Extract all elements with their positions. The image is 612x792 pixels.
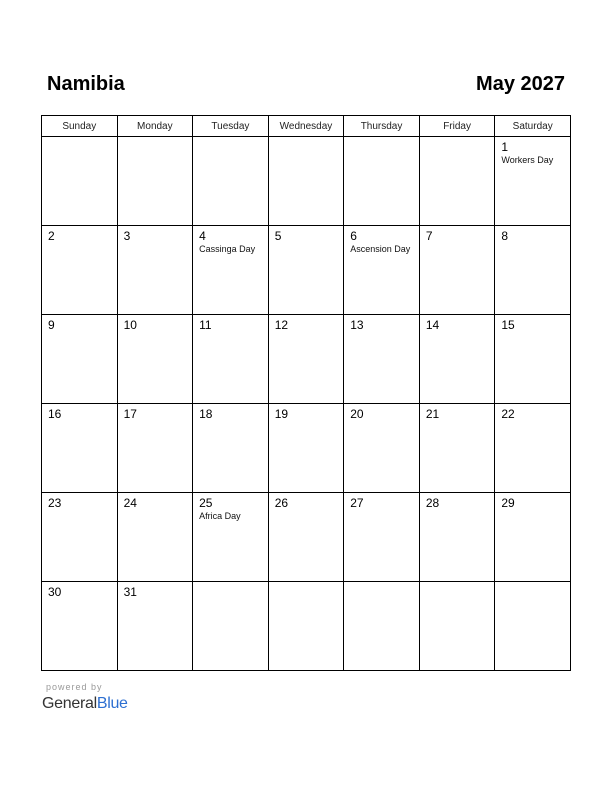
- holiday-label: Ascension Day: [350, 244, 411, 254]
- day-number: 9: [48, 318, 55, 332]
- day-number: 20: [350, 407, 364, 421]
- day-number: 28: [425, 496, 440, 510]
- day-number: 7: [425, 229, 433, 243]
- day-number: 22: [501, 407, 515, 421]
- day-number: 2: [48, 229, 55, 243]
- week-row: [42, 137, 571, 226]
- day-number: 25: [199, 496, 213, 510]
- day-cell: [419, 226, 495, 315]
- day-cell: [419, 315, 495, 404]
- day-cell: [495, 582, 571, 671]
- day-cell: [193, 404, 269, 493]
- day-number: 10: [123, 318, 137, 332]
- week-row: [42, 404, 571, 493]
- day-number: 17: [123, 407, 137, 421]
- day-cell: [419, 137, 495, 226]
- day-number: [193, 137, 268, 141]
- day-number: 19: [274, 407, 289, 421]
- day-number: 16: [48, 407, 62, 421]
- day-cell: [42, 493, 118, 582]
- weekday-header: Friday: [419, 116, 495, 137]
- day-cell: [344, 582, 420, 671]
- week-row: [42, 226, 571, 315]
- day-cell: [268, 226, 344, 315]
- day-number: 31: [123, 585, 137, 599]
- weekday-header: Wednesday: [268, 116, 344, 137]
- weekday-header: Thursday: [344, 116, 420, 137]
- day-cell: [344, 137, 420, 226]
- holiday-label: Workers Day: [501, 155, 554, 165]
- day-number: 30: [48, 585, 62, 599]
- powered-by-label: powered by: [46, 682, 103, 692]
- day-number: 21: [425, 407, 440, 421]
- day-cell: [117, 493, 193, 582]
- day-cell: [419, 493, 495, 582]
- day-cell: [495, 404, 571, 493]
- week-row: [42, 493, 571, 582]
- weekday-header: Sunday: [42, 116, 118, 137]
- day-number: [269, 582, 344, 586]
- day-cell: [117, 315, 193, 404]
- day-number: 14: [425, 318, 440, 332]
- day-number: 4: [199, 229, 206, 243]
- day-number: [193, 582, 268, 586]
- day-cell: [42, 582, 118, 671]
- day-cell: [495, 315, 571, 404]
- week-row: [42, 582, 571, 671]
- day-number: [118, 137, 193, 141]
- weekday-header-row: [42, 116, 571, 137]
- day-number: 23: [48, 496, 62, 510]
- day-number: 26: [274, 496, 289, 510]
- day-cell: [344, 226, 420, 315]
- day-cell: [193, 315, 269, 404]
- logo-text-general: General: [42, 695, 97, 712]
- day-cell: [419, 404, 495, 493]
- day-cell: [268, 137, 344, 226]
- day-cell: [42, 226, 118, 315]
- holiday-label: Africa Day: [199, 511, 241, 521]
- day-number: 27: [350, 496, 364, 510]
- day-number: 18: [199, 407, 213, 421]
- day-cell: [117, 404, 193, 493]
- day-number: [344, 582, 419, 586]
- calendar-grid: [41, 115, 571, 671]
- day-cell: [117, 137, 193, 226]
- day-cell: [495, 226, 571, 315]
- day-number: [495, 582, 570, 586]
- generalblue-logo[interactable]: [42, 694, 128, 714]
- day-cell: [495, 493, 571, 582]
- weekday-header: Saturday: [495, 116, 571, 137]
- day-cell: [42, 315, 118, 404]
- day-number: 8: [501, 229, 509, 243]
- day-number: 1: [501, 140, 509, 154]
- day-number: 24: [123, 496, 137, 510]
- day-cell: [268, 493, 344, 582]
- day-cell: [117, 582, 193, 671]
- day-number: [420, 137, 495, 141]
- weekday-header: Tuesday: [193, 116, 269, 137]
- day-cell: [42, 404, 118, 493]
- day-cell: [344, 315, 420, 404]
- day-cell: [344, 404, 420, 493]
- day-cell: [193, 493, 269, 582]
- day-cell: [344, 493, 420, 582]
- day-cell: [268, 404, 344, 493]
- day-cell: [193, 582, 269, 671]
- day-cell: [42, 137, 118, 226]
- day-cell: [268, 315, 344, 404]
- day-number: [344, 137, 419, 141]
- day-cell: [419, 582, 495, 671]
- day-cell: [117, 226, 193, 315]
- day-number: [269, 137, 344, 141]
- week-row: [42, 315, 571, 404]
- day-number: [420, 582, 495, 586]
- day-number: 15: [501, 318, 515, 332]
- day-number: 6: [350, 229, 357, 243]
- logo-text-blue: Blue: [96, 695, 128, 712]
- day-cell: [495, 137, 571, 226]
- day-number: 13: [350, 318, 364, 332]
- weekday-header: Monday: [117, 116, 193, 137]
- month-year-title: May 2027: [476, 73, 565, 95]
- day-number: 3: [123, 229, 131, 243]
- day-cell: [193, 226, 269, 315]
- country-title: Namibia: [47, 73, 125, 95]
- day-number: 12: [274, 318, 289, 332]
- day-number: 5: [274, 229, 282, 243]
- day-number: 11: [199, 318, 212, 332]
- holiday-label: Cassinga Day: [199, 244, 256, 254]
- day-cell: [193, 137, 269, 226]
- day-number: [42, 137, 117, 141]
- day-number: 29: [501, 496, 515, 510]
- day-cell: [268, 582, 344, 671]
